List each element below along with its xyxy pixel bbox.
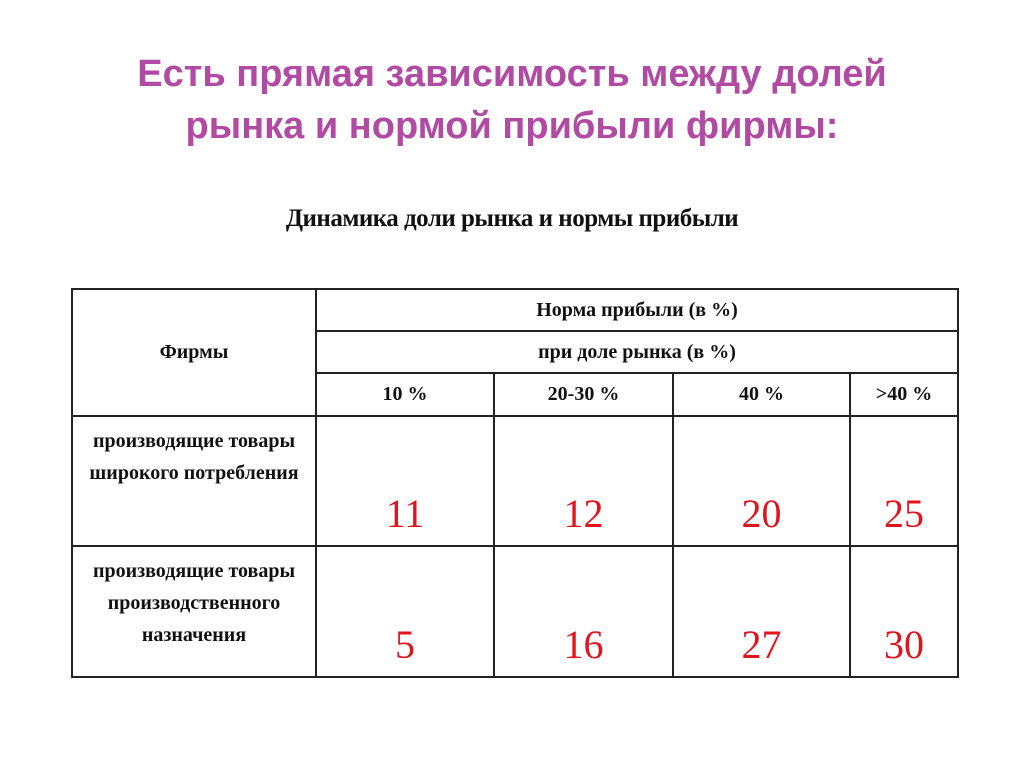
slide-title-line-1: Есть прямая зависимость между долей: [137, 53, 887, 95]
market-share-header: при доле рынка (в %): [316, 331, 958, 373]
column-header: 40 %: [673, 373, 850, 415]
table-cell-value: 11: [316, 416, 494, 547]
table-cell-value: 12: [494, 416, 673, 547]
table-cell-value: 5: [316, 546, 494, 677]
profit-rate-header: Норма прибыли (в %): [316, 289, 958, 331]
profit-table: [71, 288, 959, 678]
column-header: >40 %: [850, 373, 958, 415]
header-row-1: [72, 289, 958, 331]
table-cell-value: 16: [494, 546, 673, 677]
table-caption: Динамика доли рынка и нормы прибыли: [285, 205, 739, 232]
row-label-industrial-goods: производящие товары производственного назначения: [72, 546, 316, 677]
table-row: [72, 546, 958, 677]
firms-header: Фирмы: [72, 289, 316, 416]
row-label-consumer-goods: производящие товары широкого потребления: [72, 416, 316, 547]
table-cell-value: 30: [850, 546, 958, 677]
column-header: 20-30 %: [494, 373, 673, 415]
slide-title: [0, 48, 1024, 152]
table-row: [72, 416, 958, 547]
table-cell-value: 20: [673, 416, 850, 547]
table-cell-value: 27: [673, 546, 850, 677]
table-cell-value: 25: [850, 416, 958, 547]
slide-title-line-2: рынка и нормой прибыли фирмы:: [185, 105, 839, 147]
column-header: 10 %: [316, 373, 494, 415]
